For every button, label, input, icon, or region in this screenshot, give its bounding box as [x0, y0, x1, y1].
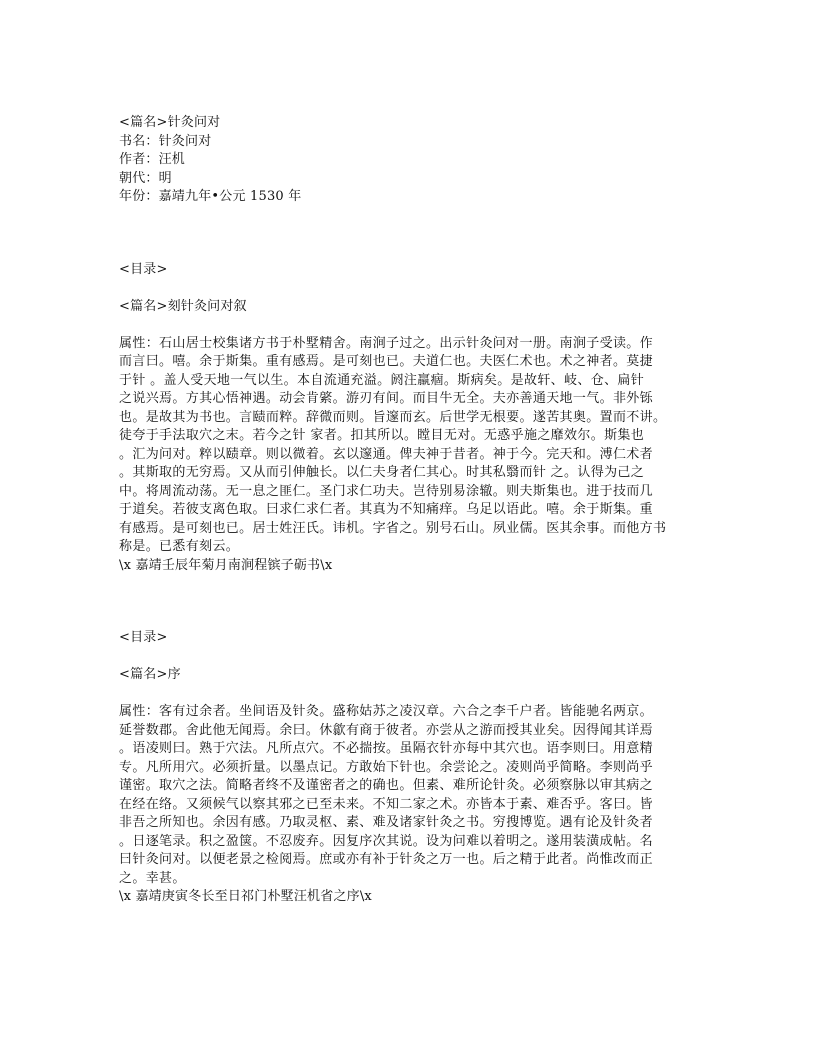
- body-line: 曰针灸问对。以便老景之检阅焉。庶或亦有补于针灸之万一也。后之精于此者。尚惟改而正: [119, 852, 654, 867]
- body-line: 之说兴焉。方其心悟神遇。动会肯綮。游刃有间。而目牛无全。夫亦善通天地一气。非外铄: [119, 391, 654, 406]
- signature: \x 嘉靖庚寅冬长至日祁门朴墅汪机省之序\x: [119, 889, 372, 904]
- document-page: [119, 114, 699, 907]
- body-line: 徒夸于手法取穴之末。若今之针 家者。扣其所以。瞠目无对。无惑乎施之靡效尔。斯集也: [119, 428, 645, 443]
- body-line: 非吾之所知也。余因有感。乃取灵枢、素、难及诸家针灸之书。穷搜博览。遇有论及针灸者: [119, 815, 654, 830]
- section-body: [119, 335, 699, 557]
- book-name: 书名：针灸问对: [119, 133, 212, 149]
- body-line: 属性：石山居士校集诸方书于朴墅精舍。南涧子过之。出示针灸问对一册。南涧子受读。作: [119, 335, 654, 351]
- signature: \x 嘉靖壬辰年菊月南涧程镔子砺书\x: [119, 557, 333, 573]
- body-line: 延誉数郡。舍此他无闻焉。余曰。休歙有商于彼者。亦尝从之游而授其业矣。因得闻其详焉: [119, 722, 654, 738]
- body-line: 称是。已悉有刻云。: [119, 539, 240, 554]
- body-line: 有感焉。是可刻也已。居士姓汪氏。讳机。字省之。别号石山。夙业儒。医其余事。而他方书: [119, 520, 667, 536]
- chapter-heading: <篇名>针灸问对: [119, 115, 221, 130]
- section-body: [119, 703, 699, 888]
- body-line: 于针 。盖人受天地一气以生。本自流通充溢。阏注羸痼。斯病矣。是故轩、岐、仓、扁针: [119, 372, 645, 388]
- body-line: 于道矣。若彼支离色取。曰求仁求仁者。其真为不知痛痒。乌足以语此。嘻。余于斯集。重: [119, 502, 654, 517]
- toc-marker: <目录>: [119, 630, 168, 645]
- body-line: 也。是故其为书也。言赜而粹。辞微而则。旨邃而玄。后世学无根要。遂苦其奥。置而不讲。: [119, 409, 667, 425]
- metadata-block: [119, 114, 699, 207]
- body-line: 。其斯取的无穷焉。又从而引伸触长。以仁夫身者仁其心。时其私翳而针 之。认得为己之: [119, 465, 645, 480]
- toc-marker: <目录>: [119, 261, 168, 277]
- section-title: <篇名>刻针灸问对叙: [119, 298, 247, 314]
- section-title: <篇名>序: [119, 667, 181, 682]
- dynasty: 朝代：明: [119, 170, 172, 186]
- body-line: 在经在络。又须候气以察其邪之已至未来。不知二家之术。亦皆本于素、难否乎。客曰。皆: [119, 796, 654, 812]
- body-line: 谨密。取穴之法。简略者终不及谨密者之的确也。但素、难所论针灸。必须察脉以审其病之: [119, 778, 654, 793]
- year: 年份：嘉靖九年•公元 1530 年: [119, 189, 302, 204]
- body-line: 而言曰。嘻。余于斯集。重有感焉。是可刻也已。夫道仁也。夫医仁术也。术之神者。莫捷: [119, 354, 654, 369]
- body-line: 专。凡所用穴。必须折量。以墨点记。方敢始下针也。余尝论之。凌则尚乎简略。李则尚乎: [119, 759, 654, 775]
- body-line: 中。将周流动荡。无一息之匪仁。圣门求仁功夫。岂待别易涂辙。则夫斯集也。进于技而几: [119, 483, 654, 499]
- body-line: 。汇为问对。粹以赜章。则以微着。玄以邃通。俾夫神于昔者。神于今。完天和。溥仁术者: [119, 446, 654, 462]
- body-line: 。日逐笔录。积之盈箧。不忍废弃。因复序次其说。设为问难以着明之。遂用装潢成帖。名: [119, 833, 654, 849]
- body-line: 之。幸甚。: [119, 870, 186, 886]
- body-line: 属性：客有过余者。坐间语及针灸。盛称姑苏之凌汉章。六合之李千户者。皆能驰名两京。: [119, 704, 654, 719]
- author: 作者：汪机: [119, 152, 186, 167]
- body-line: 。语凌则曰。熟于穴法。凡所点穴。不必揣按。虽隔衣针亦每中其穴也。语李则曰。用意精: [119, 741, 654, 756]
